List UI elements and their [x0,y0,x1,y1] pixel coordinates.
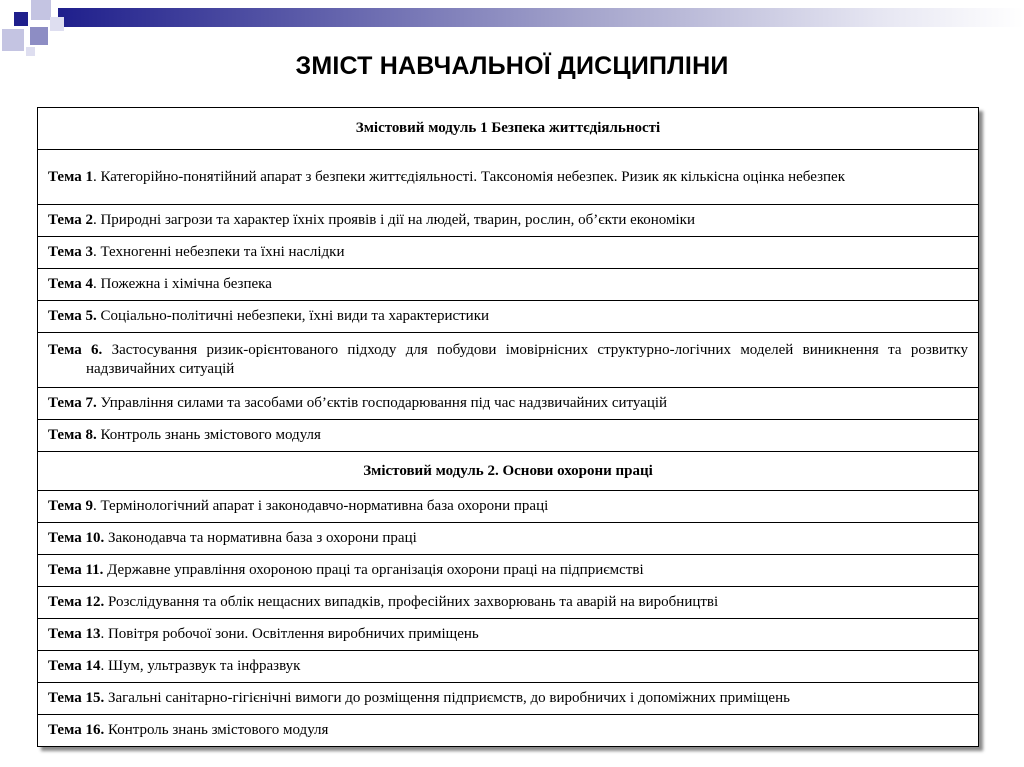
topic-label: Тема 15. [48,690,105,706]
course-content-table [37,107,979,747]
topic-label: Тема 10. [48,530,105,546]
table-row [38,523,979,555]
topic-label: Тема 11. [48,562,104,578]
topic-text: Контроль знань змістового модуля [96,427,321,443]
table-row [38,420,979,452]
topic [48,341,968,379]
topic-label: Тема 13 [48,626,101,642]
table-row [38,301,979,333]
page-title: ЗМІСТ НАВЧАЛЬНОЇ ДИСЦИПЛІНИ [295,52,729,80]
deco-square [14,12,28,26]
table-row [38,237,979,269]
table-row [38,269,979,301]
topic [48,168,968,187]
topic [48,529,968,548]
topic [48,625,968,644]
deco-square [31,0,51,20]
module-heading: Змістовий модуль 2. Основи охорони праці [38,452,979,491]
deco-square [30,27,48,45]
table-row [38,715,979,747]
topic [48,394,968,413]
module-header-row [38,452,979,491]
topic-label: Тема 6. [48,342,103,358]
table-row [38,587,979,619]
topic-label: Тема 3 [48,244,93,260]
topic [48,307,968,326]
topic [48,593,968,612]
topic-text: Державне управління охороною праці та організація охорони праці на підприємстві [103,562,644,578]
table-row [38,388,979,420]
topic [48,561,968,580]
topic-label: Тема 2 [48,212,93,228]
table-row [38,619,979,651]
table-row [38,683,979,715]
topic [48,426,968,445]
topic-text: . Природні загрози та характер їхніх проявів і дії на людей, тварин, рослин, об’єкти економіки [92,212,695,228]
topic [48,275,968,294]
table-row [38,491,979,523]
deco-square [50,17,64,31]
module-header-row [38,108,979,150]
header-gradient-bar [58,8,1024,27]
topic-label: Тема 14 [48,658,101,674]
deco-square [2,29,24,51]
topic [48,497,968,516]
module-heading: Змістовий модуль 1 Безпека життєдіяльності [38,108,979,150]
table-row [38,555,979,587]
topic [48,243,968,262]
topic-label: Тема 8. [48,427,97,443]
topic-text: . Категорійно-понятійний апарат з безпеки життєдіяльності. Таксономія небезпек. Ризик як кількісна оцінка небезпек [92,168,845,185]
topic-text: . Пожежна і хімічна безпека [92,276,272,292]
topic-label: Тема 5. [48,308,97,324]
topic-label: Тема 7. [48,395,97,411]
topic-text: Законодавча та нормативна база з охорони праці [104,530,417,546]
table-row [38,205,979,237]
topic [48,721,968,740]
topic-text: Розслідування та облік нещасних випадків, професійних захворювань та аварій на виробництві [104,594,719,610]
topic-text: . Шум, ультразвук та інфразвук [100,658,301,674]
topic-text: Контроль знань змістового модуля [104,722,329,738]
topic [48,657,968,676]
topic-label: Тема 16. [48,722,105,738]
table-row [38,651,979,683]
topic-text: . Термінологічний апарат і законодавчо-нормативна база охорони праці [92,498,549,514]
topic-label: Тема 12. [48,594,105,610]
topic [48,689,968,708]
topic-text: Управління силами та засобами об’єктів господарювання під час надзвичайних ситуацій [96,395,668,411]
topic [48,211,968,230]
topic-text: Застосування ризик-орієнтованого підходу для побудови імовірнісних структурно-логічних моделей виникнення та розвитку надзвичайних ситуацій [86,342,968,377]
topic-text: . Повітря робочої зони. Освітлення виробничих приміщень [100,626,479,642]
topic-text: Соціально-політичні небезпеки, їхні види та характеристики [96,308,490,324]
topic-label: Тема 9 [48,498,93,514]
topic-text: . Техногенні небезпеки та їхні наслідки [92,244,345,260]
topic-label: Тема 4 [48,276,93,292]
topic-text: Загальні санітарно-гігієнічні вимоги до розміщення підприємств, до виробничих і допоміжних приміщень [104,690,790,706]
table-row [38,333,979,388]
topic-label: Тема 1 [48,168,93,185]
table-row [38,150,979,205]
